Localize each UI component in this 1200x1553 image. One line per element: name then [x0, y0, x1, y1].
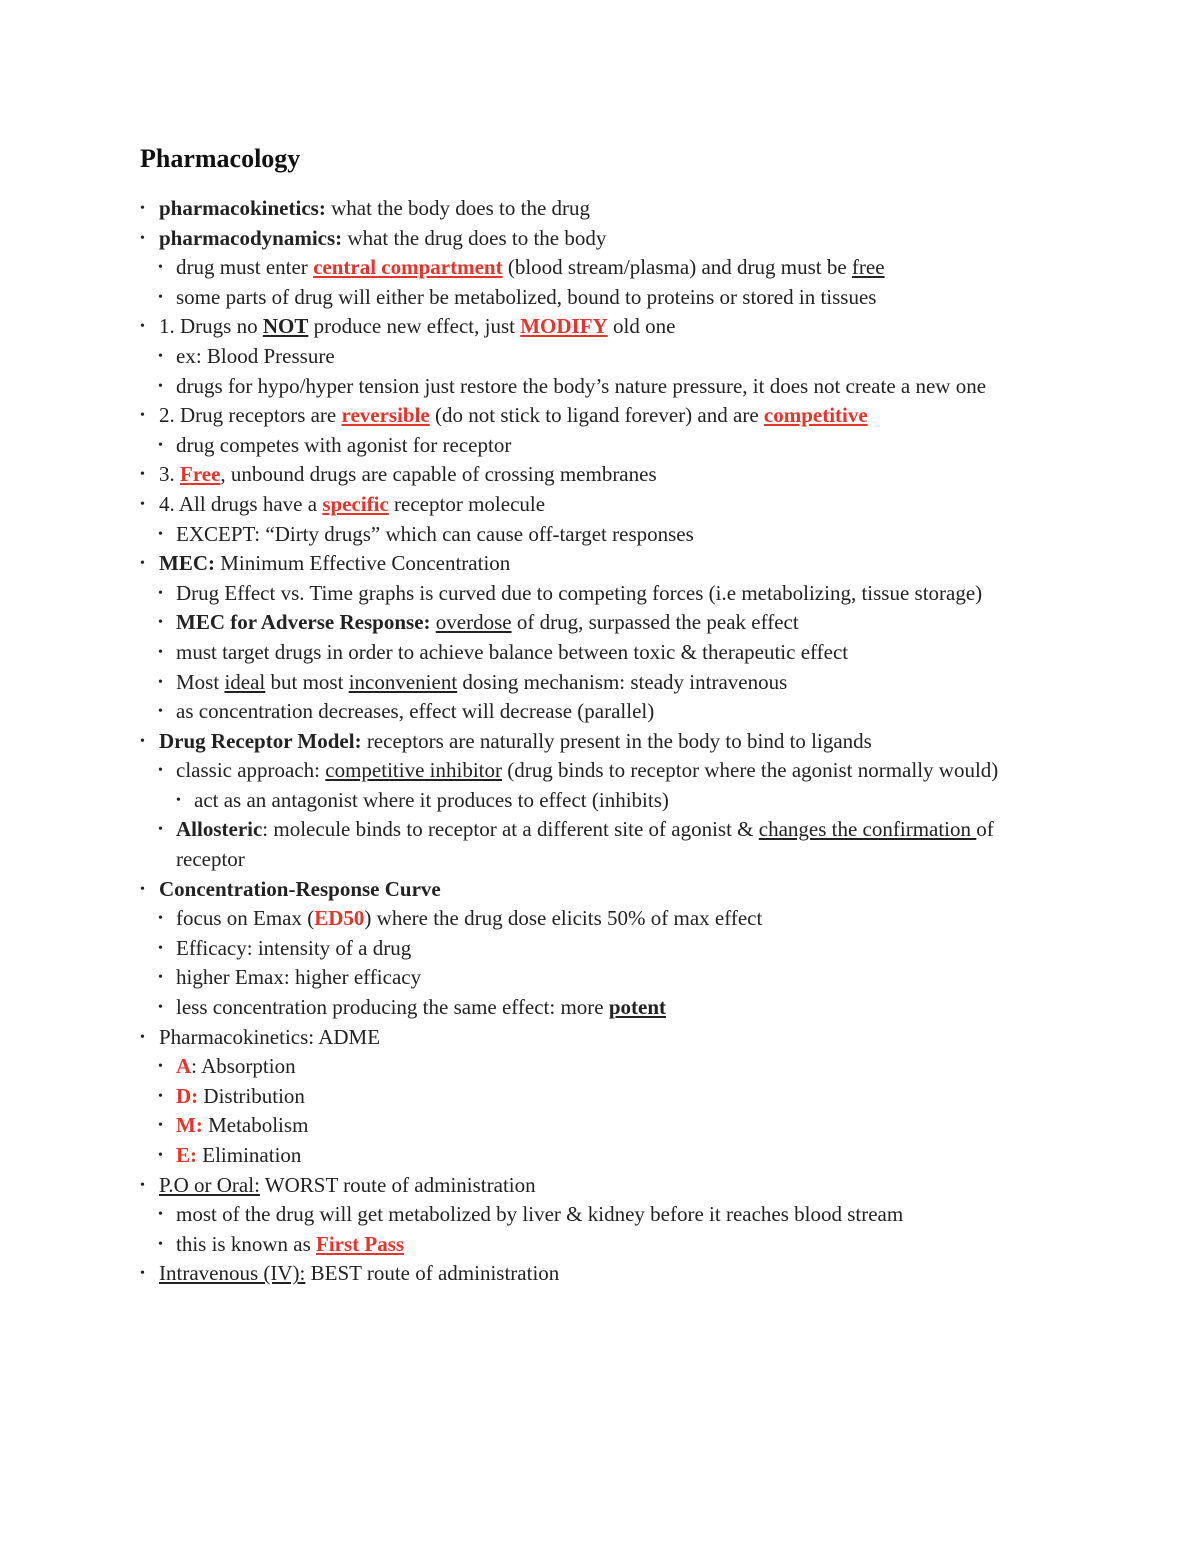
list-item-text: what the body does to the drug	[325, 196, 591, 220]
list-item-text: act as an antagonist where it produces to effect (inhibits)	[194, 787, 669, 812]
list-item-text: (drug binds to receptor where the agonist normally would)	[502, 758, 999, 783]
bullet-icon: •	[158, 940, 163, 956]
list-item-text: competitive inhibitor	[325, 758, 502, 783]
bullet-icon: •	[158, 704, 163, 720]
list-item-text: MEC:	[159, 551, 215, 576]
list-item-text: M:	[176, 1113, 203, 1138]
list-item-text: must target drugs in order to achieve balance between toxic & therapeutic effect	[176, 639, 849, 664]
bullet-icon: •	[176, 792, 181, 808]
list-item-text: Distribution	[198, 1083, 305, 1108]
list-item-text: BEST route of administration	[305, 1261, 560, 1286]
list-item-text: reversible	[341, 403, 430, 428]
list-item-text: receptor molecule	[388, 491, 546, 516]
list-item	[140, 579, 1060, 609]
list-item	[140, 934, 1060, 964]
bullet-icon: •	[140, 496, 145, 512]
bullet-icon: •	[158, 970, 163, 986]
list-item	[140, 431, 1060, 461]
list-item	[140, 549, 1060, 579]
list-item-text: pharmacodynamics:	[159, 225, 343, 250]
list-item	[140, 1141, 1060, 1171]
list-item	[140, 1023, 1060, 1053]
list-item-text: specific	[322, 491, 389, 516]
bullet-icon: •	[158, 1207, 163, 1223]
list-item-text: focus on Emax (	[176, 906, 315, 931]
bullet-icon: •	[158, 1059, 163, 1075]
list-item-text: WORST route of administration	[259, 1172, 536, 1197]
list-item	[140, 312, 1060, 342]
list-item	[140, 993, 1060, 1023]
bullet-icon: •	[140, 230, 145, 246]
bullet-icon: •	[158, 526, 163, 542]
list-item-text: E:	[176, 1143, 197, 1167]
list-item-text: Concentration-Response Curve	[159, 876, 441, 901]
list-item-text: ED50	[314, 906, 365, 931]
list-item-text: 3.	[159, 462, 180, 487]
list-item-text: drugs for hypo/hyper tension just restore the body’s nature pressure, it does not create a new one	[176, 373, 987, 398]
list-item-text: 1. Drugs no	[159, 314, 263, 339]
bullet-icon: •	[140, 733, 145, 749]
list-item-text: (blood stream/plasma) and drug must be	[502, 255, 852, 280]
list-item-text: Most	[176, 669, 225, 694]
bullet-icon: •	[158, 378, 163, 394]
list-item	[140, 1052, 1060, 1082]
list-item-text: 4. All drugs have a	[159, 491, 323, 516]
list-item	[140, 904, 1060, 934]
bullet-icon: •	[158, 437, 163, 453]
list-item-text: this is known as	[176, 1231, 317, 1256]
list-item-text: NOT	[262, 314, 309, 339]
bullet-icon: •	[140, 1177, 145, 1193]
list-item-text: old one	[607, 314, 676, 339]
list-item-text: D:	[176, 1083, 199, 1108]
bullet-icon: •	[158, 644, 163, 660]
page-title: Pharmacology	[140, 144, 301, 173]
bullet-icon: •	[140, 1266, 145, 1282]
bullet-icon: •	[140, 1029, 145, 1045]
list-item-text: what the drug does to the body	[342, 225, 607, 250]
list-item	[140, 194, 1060, 224]
bullet-icon: •	[140, 881, 145, 897]
list-item	[140, 963, 1060, 993]
list-item-text: as concentration decreases, effect will decrease (parallel)	[176, 699, 655, 724]
list-item-text: 2. Drug receptors are	[159, 403, 342, 428]
list-item	[140, 401, 1060, 431]
list-item	[140, 756, 1060, 786]
list-item	[140, 1082, 1060, 1112]
list-item-text: Free	[180, 462, 221, 487]
list-item-text: Efficacy: intensity of a drug	[176, 935, 412, 960]
list-item-text: of receptor	[176, 817, 994, 872]
list-item-text: MODIFY	[520, 314, 608, 339]
bullet-icon: •	[158, 585, 163, 601]
list-item	[140, 727, 1060, 757]
list-item-text: dosing mechanism: steady intravenous	[457, 669, 788, 694]
bullet-icon: •	[158, 674, 163, 690]
list-item-text: central compartment	[313, 255, 503, 280]
bullet-icon: •	[158, 289, 163, 305]
list-item-text: ) where the drug dose elicits 50% of max effect	[364, 906, 763, 931]
list-item-text: some parts of drug will either be metabolized, bound to proteins or stored in tissues	[176, 284, 877, 309]
list-item	[140, 1259, 1060, 1289]
list-item-text: : Absorption	[191, 1054, 296, 1079]
list-item-text: ideal	[224, 669, 266, 694]
list-item-text: changes the confirmation	[758, 817, 977, 842]
list-item-text: Drug Effect vs. Time graphs is curved due to competing forces (i.e metabolizing, tissue storage)	[176, 580, 983, 605]
list-item-text: competitive	[763, 403, 868, 428]
list-item	[140, 668, 1060, 698]
list-item	[140, 608, 1060, 638]
list-item	[140, 372, 1060, 402]
list-item	[140, 786, 1060, 816]
list-item-text: free	[851, 255, 885, 280]
list-item-text: P.O or Oral:	[159, 1172, 260, 1197]
list-item-text: produce new effect, just	[308, 314, 521, 339]
document-page	[140, 140, 1060, 1289]
list-item-text: of drug, surpassed the peak effect	[511, 610, 799, 635]
list-item-text: less concentration producing the same effect: more	[176, 995, 609, 1020]
list-item-text: higher Emax: higher efficacy	[176, 965, 422, 990]
bullet-icon: •	[158, 911, 163, 927]
list-item-text: (do not stick to ligand forever) and are	[429, 403, 764, 428]
list-item-text: : molecule binds to receptor at a different site of agonist &	[262, 817, 759, 842]
list-item-text: Metabolism	[202, 1113, 309, 1138]
bullet-icon: •	[140, 201, 145, 216]
notes-list	[140, 194, 1060, 1289]
bullet-icon: •	[158, 260, 163, 276]
list-item-text: , unbound drugs are capable of crossing membranes	[220, 462, 657, 487]
list-item-text: overdose	[435, 610, 512, 635]
list-item-text: ex: Blood Pressure	[176, 343, 335, 368]
bullet-icon: •	[158, 1118, 163, 1134]
list-item-text: Elimination	[197, 1143, 302, 1167]
bullet-icon: •	[140, 319, 145, 335]
list-item	[140, 520, 1060, 550]
list-item-text: receptors are naturally present in the body to bind to ligands	[361, 728, 872, 753]
bullet-icon: •	[158, 1000, 163, 1016]
list-item-text: but most	[265, 669, 349, 694]
list-item	[140, 1230, 1060, 1260]
list-item-text: pharmacokinetics:	[159, 196, 326, 220]
list-item-text: drug must enter	[176, 255, 314, 280]
list-item-text: Drug Receptor Model:	[159, 728, 362, 753]
list-item-text: Intravenous (IV):	[159, 1261, 306, 1286]
bullet-icon: •	[158, 348, 163, 364]
list-item	[140, 490, 1060, 520]
bullet-icon: •	[140, 408, 145, 424]
list-item	[140, 283, 1060, 313]
list-item	[140, 1171, 1060, 1201]
list-item	[140, 253, 1060, 283]
list-item	[140, 697, 1060, 727]
list-item-text: MEC for Adverse Response:	[176, 610, 431, 635]
bullet-icon: •	[158, 615, 163, 631]
list-item	[140, 460, 1060, 490]
list-item-text: classic approach:	[176, 758, 326, 783]
bullet-icon: •	[158, 763, 163, 779]
list-item	[140, 1111, 1060, 1141]
list-item	[140, 875, 1060, 905]
bullet-icon: •	[140, 556, 145, 572]
list-item-text: Minimum Effective Concentration	[215, 551, 511, 576]
list-item-text: First Pass	[316, 1231, 405, 1256]
list-item	[140, 638, 1060, 668]
list-item-text: Allosteric	[176, 817, 263, 842]
list-item-text: A	[176, 1054, 192, 1079]
list-item-text: inconvenient	[348, 669, 458, 694]
bullet-icon: •	[158, 1088, 163, 1104]
bullet-icon: •	[158, 1148, 163, 1163]
bullet-icon: •	[158, 822, 163, 838]
list-item	[140, 1200, 1060, 1230]
bullet-icon: •	[140, 467, 145, 483]
list-item	[140, 342, 1060, 372]
list-item-text: potent	[608, 995, 667, 1020]
list-item	[140, 815, 1060, 874]
list-item-text: EXCEPT: “Dirty drugs” which can cause off-target responses	[176, 521, 694, 546]
bullet-icon: •	[158, 1236, 163, 1252]
list-item	[140, 224, 1060, 254]
list-item-text: drug competes with agonist for receptor	[176, 432, 512, 457]
list-item-text: Pharmacokinetics: ADME	[159, 1024, 381, 1049]
list-item-text: most of the drug will get metabolized by liver & kidney before it reaches blood stream	[176, 1202, 904, 1227]
